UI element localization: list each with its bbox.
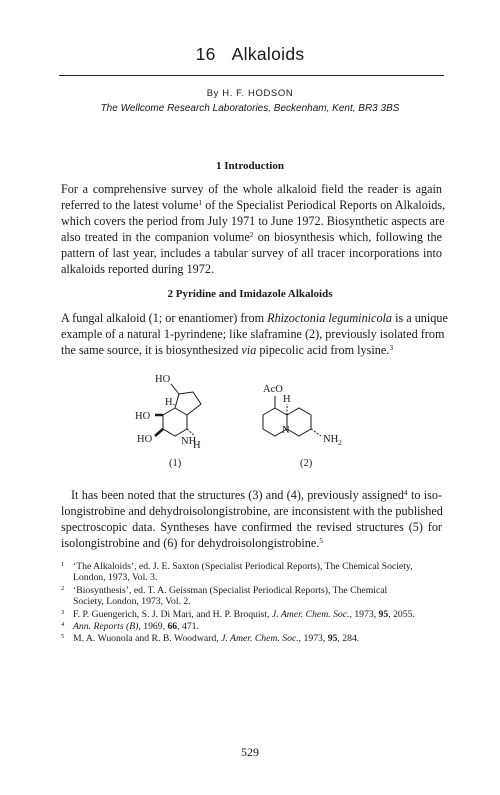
chapter-number: 16	[195, 44, 216, 64]
body-line: pattern of last year, includes a tabular survey of all tracer incorporations into	[61, 246, 442, 260]
fn-page: , 284.	[337, 633, 360, 644]
footnote-1	[61, 561, 442, 572]
body-line	[71, 487, 442, 503]
footnote-text	[73, 633, 442, 644]
chapter-title: Alkaloids	[231, 44, 305, 64]
compound-1-structure	[155, 384, 201, 436]
footnote-text: ‘The Alkaloids’, ed. J. E. Saxton (Specialist Periodical Reports), The Chemical Society,	[73, 561, 413, 572]
body-text: to iso-	[407, 488, 442, 502]
footnote-5	[61, 633, 442, 644]
fn-volume: 95	[378, 609, 389, 620]
footnote-ref: 2	[249, 230, 254, 239]
footnote-1-continued: London, 1973, Vol. 3.	[73, 572, 158, 583]
label-ho-left: HO	[135, 411, 151, 422]
fn-volume: 95	[327, 633, 338, 644]
body-text: isolongistrobine and (6) for dehydroisolongistrobine.	[61, 536, 320, 550]
chemical-structures-figure	[135, 370, 375, 475]
caption-compound-1: (1)	[169, 458, 182, 469]
footnote-ref: 3	[389, 343, 394, 352]
footnote-ref: 5	[319, 536, 324, 545]
body-line	[61, 229, 442, 245]
chapter-heading	[0, 44, 500, 65]
author-line: By H. F. HODSON	[206, 88, 294, 99]
body-text: of the Specialist Periodical Reports on Alkaloids,	[202, 198, 446, 212]
footnote-marker: 2	[61, 585, 65, 592]
label-nh2	[323, 434, 342, 447]
label-nh2-sub: 2	[338, 438, 342, 447]
footnote-marker: 3	[61, 609, 65, 616]
label-h-top: H	[283, 394, 291, 405]
caption-compound-2: (2)	[300, 458, 313, 469]
page-number: 529	[241, 745, 259, 759]
body-text: on biosynthesis which, following the	[253, 230, 442, 244]
fn-journal: J. Amer. Chem. Soc.	[271, 609, 350, 620]
fn-page: , 2055.	[388, 609, 415, 620]
species-name: Rhizoctonia leguminicola	[267, 311, 393, 325]
label-aco: AcO	[263, 384, 283, 395]
footnote-marker: 1	[61, 561, 65, 568]
body-text: the same source, it is biosynthesized	[61, 343, 242, 357]
body-line: alkaloids reported during 1972.	[61, 262, 214, 276]
fn-page: , 471.	[177, 621, 199, 632]
footnote-4	[61, 621, 442, 632]
footnote-ref: 1	[198, 198, 203, 207]
body-line	[61, 310, 448, 326]
footnote-text	[73, 621, 442, 632]
fn-volume: 66	[167, 621, 178, 632]
footnote-2	[61, 585, 442, 596]
body-text: A fungal alkaloid (1; or enantiomer) from	[61, 311, 268, 325]
fn-authors: F. P. Guengerich, S. J. Di Mari, and H. P. Broquist,	[73, 609, 272, 620]
label-ho-bottom: HO	[137, 434, 153, 445]
body-text: It has been noted that the structures (3) and (4), previously assigned	[71, 488, 404, 502]
footnote-text: ‘Biosynthesis’, ed. T. A. Geissman (Specialist Periodical Reports), The Chemical	[73, 585, 388, 596]
label-h-dot: H.	[165, 397, 176, 408]
italic-text: via	[241, 343, 257, 357]
body-line: spectroscopic data. Syntheses have confirmed the revised structures (5) for	[61, 520, 442, 534]
body-text: is a unique	[392, 311, 448, 325]
fn-journal: J. Amer. Chem. Soc.	[221, 633, 299, 644]
fn-year: , 1973,	[349, 609, 379, 620]
footnote-ref: 4	[403, 488, 408, 497]
label-nh2-main: NH	[323, 434, 339, 445]
label-nh: NH	[181, 436, 197, 447]
affiliation-line: The Wellcome Research Laboratories, Beckenham, Kent, BR3 3BS	[100, 103, 400, 114]
body-text: pipecolic acid from lysine.	[256, 343, 390, 357]
section-heading-pyridine: 2 Pyridine and Imidazole Alkaloids	[167, 288, 333, 300]
body-text: referred to the latest volume	[61, 198, 199, 212]
fn-year: , 1973,	[298, 633, 328, 644]
body-line	[61, 535, 442, 551]
body-text: also treated in the companion volume	[61, 230, 250, 244]
fn-journal: Ann. Reports (B)	[73, 621, 139, 632]
body-line	[61, 342, 442, 358]
compound-1-labels	[135, 374, 201, 469]
body-line: longistrobine and dehydroisolongistrobine, are inconsistent with the published	[61, 504, 443, 518]
label-ring-n: N	[282, 425, 290, 436]
fn-year: , 1969,	[138, 621, 168, 632]
body-line: which covers the period from July 1971 to June 1972. Biosynthetic aspects are	[61, 214, 445, 228]
label-h-bridge: H	[193, 440, 201, 451]
body-line	[61, 197, 446, 213]
footnote-marker: 4	[61, 621, 65, 628]
footnote-3	[61, 609, 442, 620]
body-line: For a comprehensive survey of the whole alkaloid field the reader is again	[61, 182, 442, 196]
section-heading-introduction: 1 Introduction	[216, 160, 284, 172]
body-line: example of a natural 1-pyrindene; like slaframine (2), previously isolated from	[61, 327, 445, 341]
compound-2-structure	[263, 396, 321, 436]
footnote-text	[73, 609, 442, 620]
fn-authors: M. A. Wuonola and R. B. Woodward,	[73, 633, 222, 644]
footnote-marker: 5	[61, 633, 65, 640]
header-rule	[59, 75, 444, 76]
label-ho-top: HO	[155, 374, 171, 385]
footnote-2-continued: Society, London, 1973, Vol. 2.	[73, 596, 191, 607]
